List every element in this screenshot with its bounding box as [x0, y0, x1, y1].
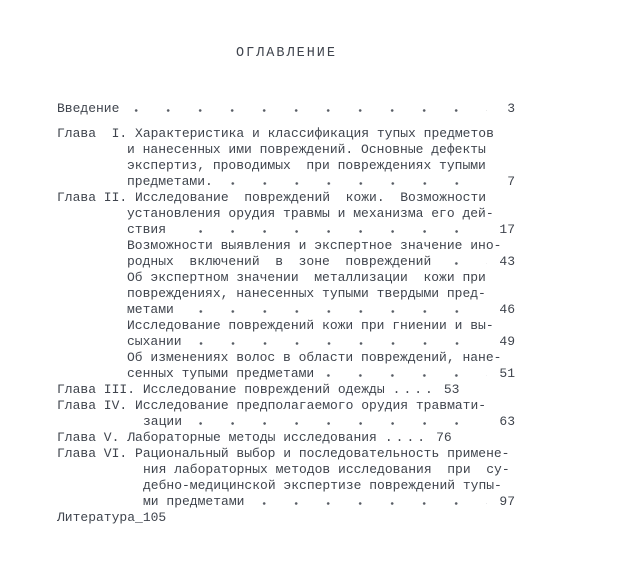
toc-entry: [57, 446, 515, 462]
toc-entry: [57, 302, 515, 318]
dot-leader: [443, 262, 487, 265]
dot-leader: [225, 182, 487, 185]
toc-entry: [57, 254, 515, 270]
toc-entry: [57, 206, 515, 222]
dot-leader: [256, 502, 487, 505]
toc-entry-text: Глава V. Лабораторные методы исследования: [57, 430, 377, 445]
toc-entry-text: Глава VI. Рациональный выбор и последовательность примене-: [57, 446, 510, 461]
toc-entry-text: Об изменениях волос в области повреждений, нане-: [127, 350, 502, 365]
page-number: 63: [499, 414, 515, 429]
dot-leader: [131, 109, 487, 112]
page-number: 3: [507, 101, 515, 116]
inline-dots: ....: [392, 382, 436, 397]
toc-entry-text: повреждениях, нанесенных тупыми твердыми пред-: [127, 286, 486, 301]
page-number: 17: [499, 222, 515, 237]
toc-entry: [57, 366, 515, 382]
toc-entry: [57, 414, 515, 430]
toc-entry-text: предметами.: [127, 174, 213, 189]
inline-dots: ....: [384, 430, 429, 445]
toc-entry-text: Об экспертном значении металлизации кожи при: [127, 270, 486, 285]
dot-leader: [194, 342, 487, 345]
toc-entry-text: установления орудия травмы и механизма его дей-: [127, 206, 494, 221]
toc-entry-text: ми предметами: [143, 494, 245, 509]
toc-entry-text: ствия: [127, 222, 167, 237]
toc-entry: [57, 478, 515, 494]
toc-entry: [57, 238, 515, 254]
toc-entry: [57, 382, 515, 398]
toc-entry: [57, 101, 515, 117]
toc-entry-text: Глава I. Характеристика и классификация тупых предметов: [57, 126, 494, 141]
toc-entry-text: метами: [127, 302, 174, 317]
page-number: 46: [499, 302, 515, 317]
toc-entry: [57, 190, 515, 206]
toc-entry-text: и нанесенных ими повреждений. Основные дефекты: [127, 142, 486, 157]
toc-entry-text: сыхании: [127, 334, 182, 349]
dot-leader: [194, 422, 487, 425]
toc-entry-text: дебно-медицинской экспертизе повреждений тупы-: [143, 478, 502, 493]
toc-entry: [57, 222, 515, 238]
toc-entry: [57, 350, 515, 366]
toc-list: [0, 101, 628, 526]
toc-entry-text: Глава IV. Исследование предполагаемого орудия травмати-: [57, 398, 487, 413]
toc-entry-text: экспертиз, проводимых при повреждениях тупыми: [127, 158, 486, 173]
toc-entry: [57, 174, 515, 190]
toc-entry: [57, 398, 515, 414]
toc-entry: [57, 158, 515, 174]
toc-entry: [57, 462, 515, 478]
page-number: 76: [436, 430, 452, 445]
dot-leader: [178, 230, 487, 233]
toc-entry: [57, 126, 515, 142]
toc-entry-text: родных включений в зоне повреждений: [127, 254, 432, 269]
page-number: 43: [499, 254, 515, 269]
page-number: 51: [499, 366, 515, 381]
toc-entry-text: Возможности выявления и экспертное значение ино-: [127, 238, 502, 253]
page-number: 49: [499, 334, 515, 349]
page-number: 53: [443, 382, 460, 397]
toc-entry-text: Введение: [57, 101, 120, 116]
toc-entry-text: Глава II. Исследование повреждений кожи. Возможности: [57, 190, 487, 205]
page-number: 97: [499, 494, 515, 509]
toc-entry-text: зации: [143, 414, 183, 429]
toc-entry: [57, 334, 515, 350]
toc-entry: [57, 270, 515, 286]
toc-entry: [57, 142, 515, 158]
page-title: ОГЛАВЛЕНИЕ: [235, 46, 337, 61]
toc-entry-text: ния лабораторных методов исследования при су-: [143, 462, 510, 477]
toc-entry-text: Исследование повреждений кожи при гниении и вы-: [127, 318, 494, 333]
toc-entry: [57, 494, 515, 510]
toc-entry: [57, 318, 515, 334]
toc-entry: [57, 286, 515, 302]
toc-entry-text: Литература_105: [57, 510, 167, 525]
page-number: 7: [507, 174, 515, 189]
toc-entry: [57, 430, 515, 446]
toc-entry-text: Глава III. Исследование повреждений одежды: [57, 382, 385, 397]
dot-leader: [326, 374, 487, 377]
toc-entry: [57, 510, 515, 526]
dot-leader: [186, 310, 487, 313]
toc-entry-text: сенных тупыми предметами: [127, 366, 315, 381]
